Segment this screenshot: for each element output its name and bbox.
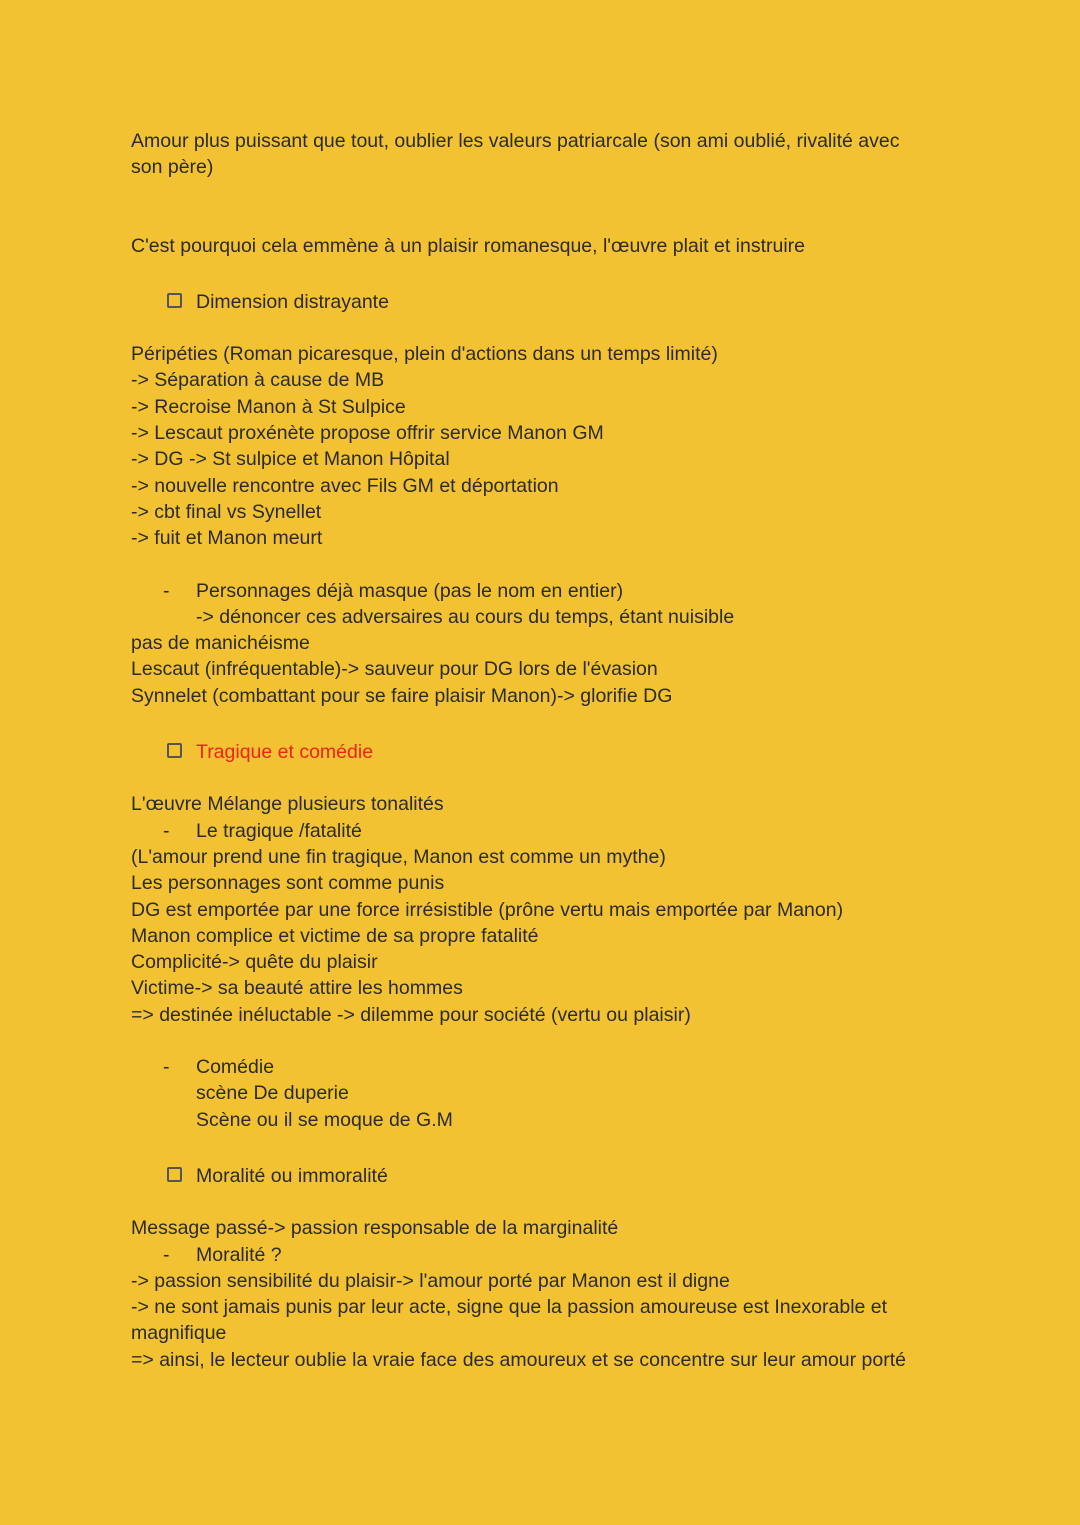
section-heading-dimension xyxy=(131,289,931,315)
body-line: => ainsi, le lecteur oublie la vraie face des amoureux et se concentre sur leur amour porté xyxy=(131,1348,907,1371)
bullet-text: Le tragique /fatalité xyxy=(196,819,362,842)
event-line: -> Recroise Manon à St Sulpice xyxy=(131,395,406,418)
event-line: -> nouvelle rencontre avec Fils GM et déportation xyxy=(131,474,559,497)
body-line: Synnelet (combattant pour se faire plaisir Manon)-> glorifie DG xyxy=(131,684,673,707)
section-heading-tragique xyxy=(131,739,931,765)
event-line: -> DG -> St sulpice et Manon Hôpital xyxy=(131,448,450,471)
bullet-item xyxy=(131,1242,931,1268)
section-heading-moralite xyxy=(131,1163,931,1189)
event-line: -> Lescaut proxénète propose offrir service Manon GM xyxy=(131,422,604,445)
bullet-subline: scène De duperie xyxy=(196,1082,349,1105)
dash-bullet-icon: - xyxy=(163,1243,170,1266)
section1-intro: Péripéties (Roman picaresque, plein d'actions dans un temps limité) xyxy=(131,343,718,366)
section-heading-text: Moralité ou immoralité xyxy=(196,1164,388,1187)
bullet-text: Moralité ? xyxy=(196,1243,282,1266)
section-heading-text: Tragique et comédie xyxy=(196,741,374,764)
body-line: -> ne sont jamais punis par leur acte, signe que la passion amoureuse est Inexorable et magnifique xyxy=(131,1296,888,1345)
event-line: -> cbt final vs Synellet xyxy=(131,500,322,523)
checkbox-icon[interactable] xyxy=(167,743,182,758)
body-line: pas de manichéisme xyxy=(131,632,310,655)
body-line: -> passion sensibilité du plaisir-> l'amour porté par Manon est il digne xyxy=(131,1269,730,1292)
checkbox-icon[interactable] xyxy=(167,1167,182,1182)
event-line: -> fuit et Manon meurt xyxy=(131,527,323,550)
section3-intro: Message passé-> passion responsable de la marginalité xyxy=(131,1217,619,1240)
bullet-text: Comédie xyxy=(196,1056,275,1079)
section2-intro: L'œuvre Mélange plusieurs tonalités xyxy=(131,793,444,816)
event-line: -> Séparation à cause de MB xyxy=(131,369,385,392)
body-line: Lescaut (infréquentable)-> sauveur pour DG lors de l'évasion xyxy=(131,658,658,681)
body-line: Les personnages sont comme punis xyxy=(131,872,445,895)
bullet-item xyxy=(131,1054,931,1080)
dash-bullet-icon: - xyxy=(163,819,170,842)
dash-bullet-icon: - xyxy=(163,1056,170,1079)
body-line: Victime-> sa beauté attire les hommes xyxy=(131,977,463,1000)
bullet-item xyxy=(131,818,931,844)
document-page xyxy=(131,128,931,1373)
bullet-subline: Scène ou il se moque de G.M xyxy=(196,1108,453,1131)
body-line: => destinée inéluctable -> dilemme pour société (vertu ou plaisir) xyxy=(131,1003,691,1026)
body-line: Complicité-> quête du plaisir xyxy=(131,951,378,974)
body-line: DG est emportée par une force irrésistible (prône vertu mais emportée par Manon) xyxy=(131,898,844,921)
bullet-text: Personnages déjà masque (pas le nom en entier) xyxy=(196,579,624,602)
body-line: Manon complice et victime de sa propre fatalité xyxy=(131,924,539,947)
intro-paragraph-1: Amour plus puissant que tout, oublier les valeurs patriarcale (son ami oublié, rivalité avec son père) xyxy=(131,130,900,179)
checkbox-icon[interactable] xyxy=(167,293,182,308)
bullet-item xyxy=(131,578,931,604)
dash-bullet-icon: - xyxy=(163,579,170,602)
intro-paragraph-2: C'est pourquoi cela emmène à un plaisir romanesque, l'œuvre plait et instruire xyxy=(131,234,806,257)
body-line: (L'amour prend une fin tragique, Manon est comme un mythe) xyxy=(131,845,666,868)
bullet-subline: -> dénoncer ces adversaires au cours du temps, étant nuisible xyxy=(196,605,735,628)
section-heading-text: Dimension distrayante xyxy=(196,290,389,313)
